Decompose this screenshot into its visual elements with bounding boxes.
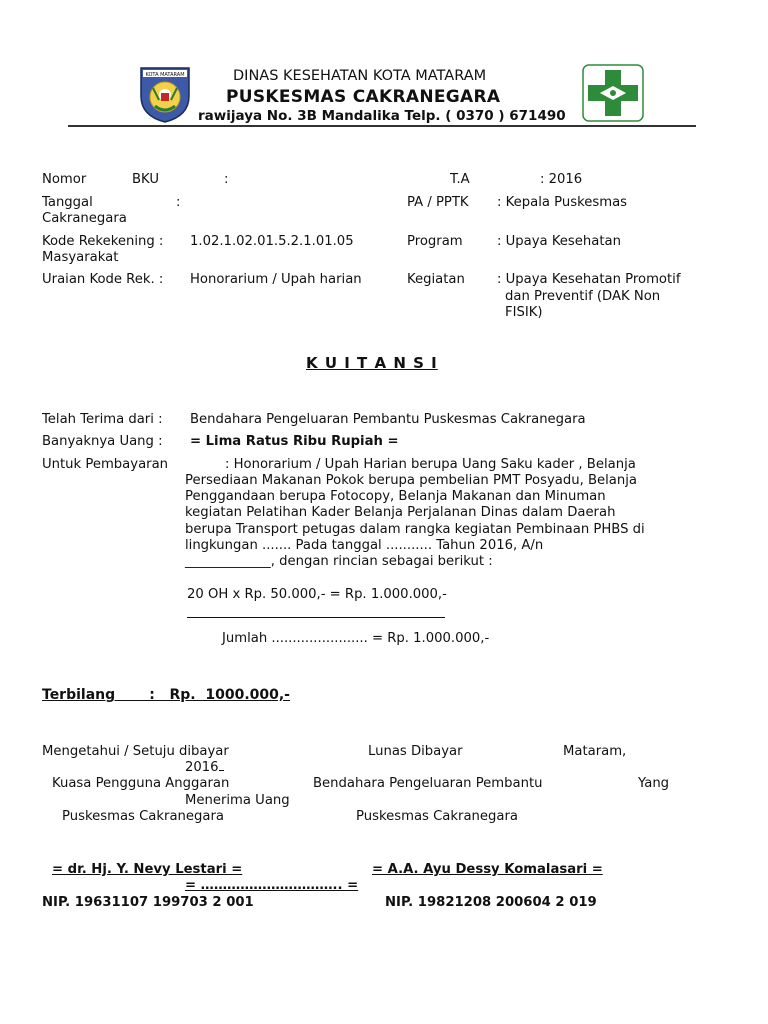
header-divider bbox=[68, 125, 696, 127]
untuk-line-7: _____________, dengan rincian sebagai berikut : bbox=[185, 554, 493, 569]
nomor-label: Nomor bbox=[42, 172, 87, 187]
sign-right-1: Mataram, bbox=[563, 744, 627, 759]
uraian-label: Uraian Kode Rek. : bbox=[42, 272, 164, 287]
sign-mid-name: = A.A. Ayu Dessy Komalasari = bbox=[372, 862, 603, 877]
pa-value: : Kepala Puskesmas bbox=[497, 195, 628, 210]
terima-value: Bendahara Pengeluaran Pembantu Puskesmas Cakranegara bbox=[190, 412, 586, 427]
untuk-line-5: berupa Transport petugas dalam rangka kegiatan Pembinaan PHBS di bbox=[185, 522, 645, 537]
kode-wrap-text: Masyarakat bbox=[42, 250, 119, 265]
kegiatan-value-3: FISIK) bbox=[505, 305, 543, 320]
tanggal-label: Tanggal bbox=[42, 195, 93, 210]
document-title: K U I T A N S I bbox=[306, 354, 438, 372]
sign-right-1-wrap bbox=[185, 760, 224, 775]
total-line: Jumlah ....................... = Rp. 1.000.000,- bbox=[222, 631, 490, 646]
untuk-line-1: : Honorarium / Upah Harian berupa Uang Saku kader , Belanja bbox=[225, 457, 636, 472]
calc-underline bbox=[187, 617, 445, 618]
untuk-line-2: Persediaan Makanan Pokok berupa pembelian PMT Posyadu, Belanja bbox=[185, 473, 637, 488]
untuk-line-3: Penggandaan berupa Fotocopy, Belanja Makanan dan Minuman bbox=[185, 489, 606, 504]
sign-mid-nip: NIP. 19821208 200604 2 019 bbox=[385, 895, 597, 910]
puskesmas-cross-logo bbox=[582, 64, 644, 122]
terbilang-line: Terbilang : Rp. 1000.000,- bbox=[42, 687, 290, 703]
terima-label: Telah Terima dari : bbox=[42, 412, 163, 427]
sign-date-year: 2016 bbox=[185, 760, 219, 775]
tanggal-wrap-text: Cakranegara bbox=[42, 211, 127, 226]
clinic-name: PUSKESMAS CAKRANEGARA bbox=[226, 87, 501, 107]
sign-right-2: Yang bbox=[638, 776, 670, 791]
logo-left-text: KOTA MATARAM bbox=[145, 72, 185, 78]
ta-value: : 2016 bbox=[540, 172, 583, 187]
kode-value: 1.02.1.02.01.5.2.1.01.05 bbox=[190, 234, 354, 249]
kegiatan-label: Kegiatan bbox=[407, 272, 465, 287]
tanggal-colon: : bbox=[176, 195, 181, 210]
agency-name: DINAS KESEHATAN KOTA MATARAM bbox=[233, 68, 487, 84]
kota-mataram-logo bbox=[137, 66, 193, 124]
program-label: Program bbox=[407, 234, 463, 249]
uang-value: = Lima Ratus Ribu Rupiah = bbox=[190, 434, 399, 449]
sign-right-name: = ………………………….. = bbox=[185, 878, 359, 893]
sign-left-name: = dr. Hj. Y. Nevy Lestari = bbox=[52, 862, 243, 877]
ta-label: T.A bbox=[450, 172, 470, 187]
sign-left-2: Kuasa Pengguna Anggaran bbox=[52, 776, 230, 791]
sign-left-3: Puskesmas Cakranegara bbox=[62, 809, 224, 824]
kode-label: Kode Rekekening : bbox=[42, 234, 164, 249]
sign-left-1: Mengetahui / Setuju dibayar bbox=[42, 744, 229, 759]
kegiatan-value-2: dan Preventif (DAK Non bbox=[505, 289, 661, 304]
uraian-value: Honorarium / Upah harian bbox=[190, 272, 362, 287]
clinic-address: rawijaya No. 3B Mandalika Telp. ( 0370 ) 671490 bbox=[198, 108, 566, 124]
sign-mid-3: Puskesmas Cakranegara bbox=[356, 809, 518, 824]
calc-line: 20 OH x Rp. 50.000,- = Rp. 1.000.000,- bbox=[187, 587, 447, 602]
nomor-colon: : bbox=[224, 172, 229, 187]
untuk-label: Untuk Pembayaran bbox=[42, 457, 169, 472]
untuk-line-4: kegiatan Pelatihan Kader Belanja Perjalanan Dinas dalam Daerah bbox=[185, 505, 616, 520]
nomor-sub-label: BKU bbox=[132, 172, 159, 187]
kegiatan-value-1: : Upaya Kesehatan Promotif bbox=[497, 272, 681, 287]
sign-left-nip: NIP. 19631107 199703 2 001 bbox=[42, 895, 254, 910]
pa-label: PA / PPTK bbox=[407, 195, 469, 210]
sign-right-2-wrap: Menerima Uang bbox=[185, 793, 290, 808]
sign-mid-2: Bendahara Pengeluaran Pembantu bbox=[313, 776, 543, 791]
program-value: : Upaya Kesehatan bbox=[497, 234, 621, 249]
untuk-line-6: lingkungan ....... Pada tanggal ........... Tahun 2016, A/n bbox=[185, 538, 544, 553]
uang-label: Banyaknya Uang : bbox=[42, 434, 163, 449]
sign-mid-1: Lunas Dibayar bbox=[368, 744, 463, 759]
